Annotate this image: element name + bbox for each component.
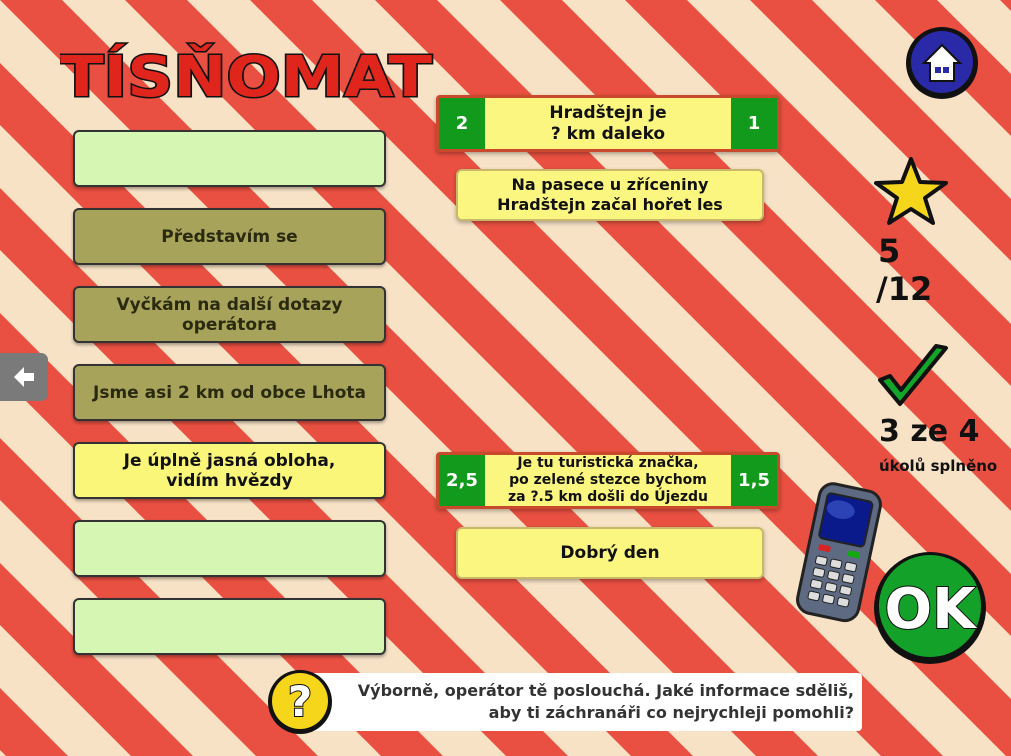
back-arrow-icon	[10, 363, 38, 391]
svg-text:TÍSŇOMAT: TÍSŇOMAT	[60, 45, 387, 106]
answer-slot-4[interactable]: Jsme asi 2 km od obce Lhota	[73, 364, 386, 421]
question-text-2: Je tu turistická značka, po zelené stezce bychom za ?.5 km došli do Újezdu	[507, 455, 709, 505]
app-title	[60, 42, 440, 106]
question-card-2[interactable]	[436, 452, 780, 509]
option-right-2[interactable]: 1,5	[731, 455, 777, 506]
answer-slot-3[interactable]: Vyčkám na další dotazy operátora	[73, 286, 386, 343]
ok-button[interactable]	[868, 548, 992, 666]
stars-count: 5	[878, 232, 901, 270]
checkmark-icon	[876, 342, 950, 412]
hint-bubble	[296, 673, 862, 731]
answer-slot-2[interactable]: Představím se	[73, 208, 386, 265]
answer-slot-1[interactable]	[73, 130, 386, 187]
tasks-label: úkolů splněno	[879, 457, 998, 475]
home-button[interactable]	[902, 25, 984, 103]
answer-slot-7[interactable]	[73, 598, 386, 655]
question-icon	[266, 668, 334, 736]
back-button[interactable]	[0, 353, 48, 401]
option-left-1[interactable]: 2	[439, 98, 485, 149]
svg-text:?: ?	[287, 677, 313, 726]
stars-total: /12	[876, 270, 933, 308]
question-card-1[interactable]	[436, 95, 780, 152]
help-button[interactable]	[266, 668, 334, 736]
answer-slot-5[interactable]: Je úplně jasná obloha, vidím hvězdy	[73, 442, 386, 499]
tasks-count: 3 ze 4	[879, 414, 980, 449]
answer-slot-6[interactable]	[73, 520, 386, 577]
answer-card-greeting[interactable]: Dobrý den	[456, 527, 764, 579]
star-icon	[872, 155, 950, 227]
question-text-1: Hradštejn je ? km daleko	[549, 102, 667, 144]
home-icon	[902, 25, 984, 103]
hint-line-1: Výborně, operátor tě poslouchá. Jaké informace sděliš,	[357, 681, 854, 700]
option-left-2[interactable]: 2,5	[439, 455, 485, 506]
ok-label: OK	[884, 577, 976, 642]
option-right-1[interactable]: 1	[731, 98, 777, 149]
answer-card-fire[interactable]: Na pasece u zříceniny Hradštejn začal hořet les	[456, 169, 764, 221]
hint-line-2: aby ti záchranáři co nejrychleji pomohli?	[488, 703, 854, 722]
